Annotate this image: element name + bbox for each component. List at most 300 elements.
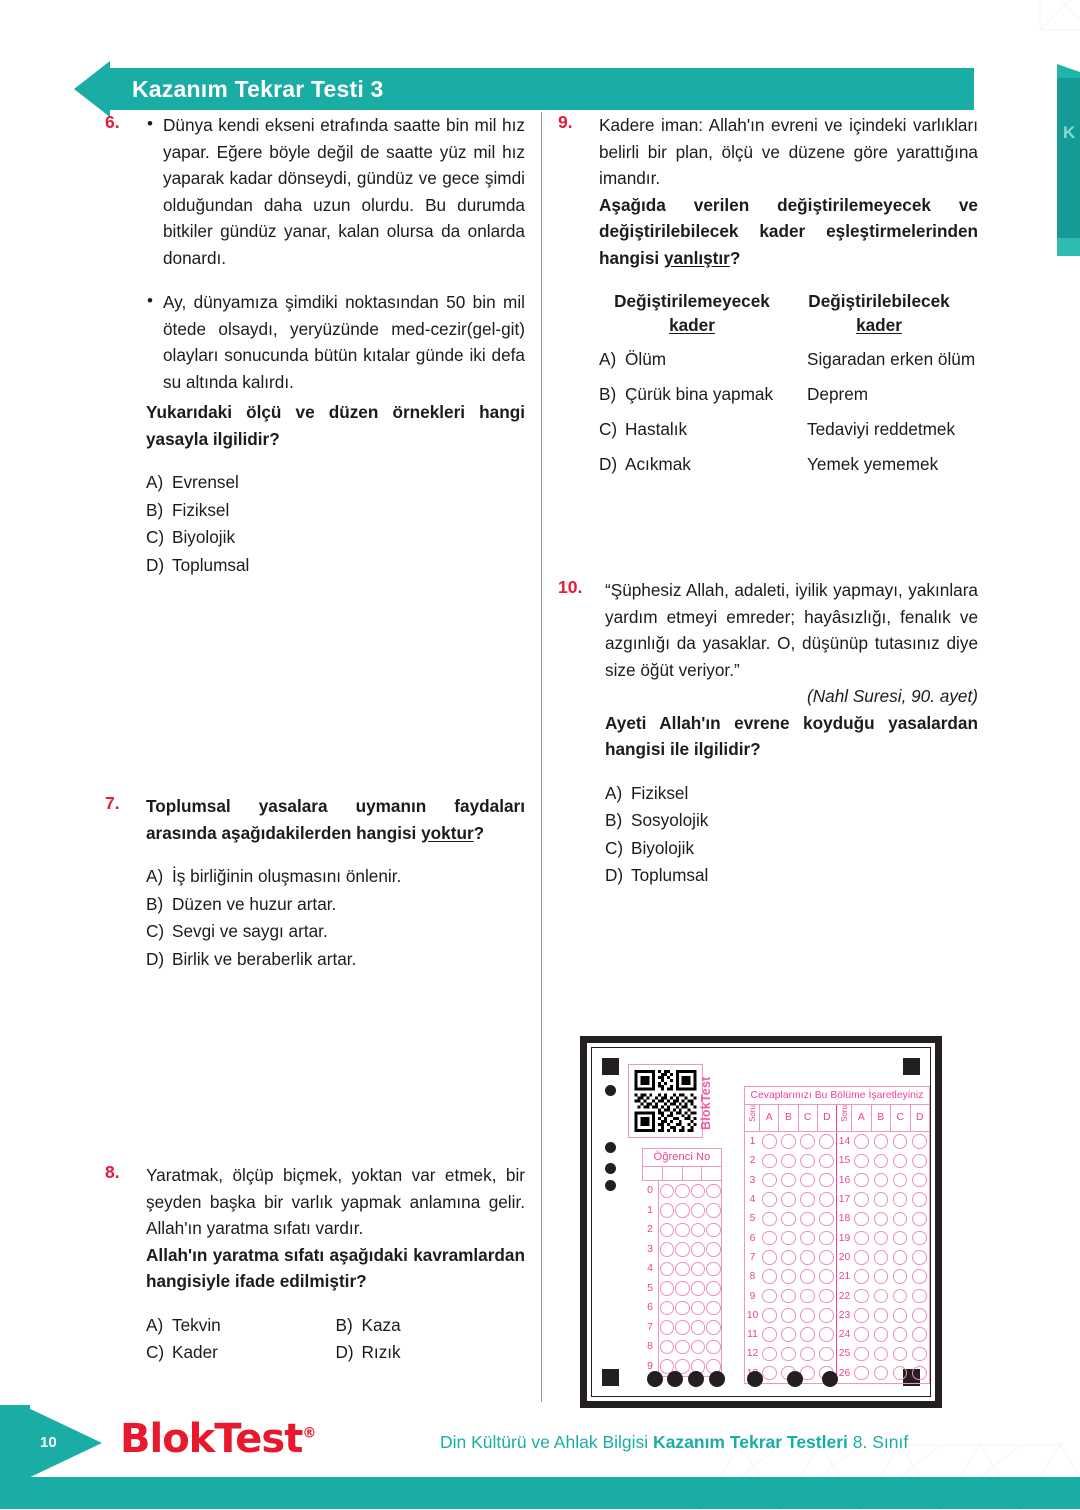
bubble[interactable] (854, 1327, 869, 1342)
digit-bubble-row (659, 1259, 721, 1279)
answer-row-number: 3 (749, 1174, 756, 1186)
answer-row (745, 1306, 836, 1325)
bubble[interactable] (706, 1320, 721, 1335)
bubble[interactable] (691, 1223, 706, 1238)
bubble[interactable] (800, 1192, 815, 1207)
student-number-label: Öğrenci No (642, 1148, 722, 1167)
bubble[interactable] (819, 1327, 834, 1342)
bubble[interactable] (675, 1301, 690, 1316)
answers-col-right[interactable] (837, 1132, 929, 1383)
answer-row (837, 1228, 929, 1247)
choice-text: Biyolojik (631, 837, 695, 858)
bubble[interactable] (854, 1269, 869, 1284)
bubble[interactable] (762, 1212, 777, 1227)
choice-d[interactable] (605, 862, 978, 889)
bubble[interactable] (781, 1308, 796, 1323)
student-number-bubble-grid (642, 1181, 722, 1377)
cell-col2: Deprem (807, 384, 869, 404)
bubble[interactable] (912, 1308, 927, 1323)
question-number: 6. (105, 112, 120, 132)
bubble[interactable] (819, 1134, 834, 1149)
bubble[interactable] (781, 1231, 796, 1246)
choice-c[interactable] (146, 524, 525, 551)
digit-bubble-row (659, 1201, 721, 1221)
bubble[interactable] (854, 1154, 869, 1169)
col1-line2: kader (669, 315, 715, 335)
bubble[interactable] (912, 1192, 927, 1207)
bubble[interactable] (819, 1231, 834, 1246)
bubble[interactable] (691, 1320, 706, 1335)
bubble[interactable] (912, 1327, 927, 1342)
bubble[interactable] (819, 1192, 834, 1207)
bubble[interactable] (675, 1223, 690, 1238)
bubble[interactable] (854, 1289, 869, 1304)
bubble[interactable] (800, 1269, 815, 1284)
question-7 (105, 793, 525, 972)
bubble[interactable] (781, 1250, 796, 1265)
bubble[interactable] (854, 1173, 869, 1188)
answer-row (745, 1248, 836, 1267)
answer-row (837, 1132, 929, 1151)
bubble[interactable] (675, 1281, 690, 1296)
answer-bubbles (852, 1154, 929, 1169)
soru-label: Soru (840, 1105, 849, 1122)
question-8-choices (146, 1312, 525, 1367)
choice-a[interactable] (146, 1312, 336, 1339)
bubble[interactable] (874, 1327, 889, 1342)
answer-row (745, 1344, 836, 1363)
bubble[interactable] (762, 1327, 777, 1342)
bubble[interactable] (912, 1154, 927, 1169)
bubble[interactable] (762, 1192, 777, 1207)
digit-label: 9 (647, 1359, 653, 1372)
left-column (105, 112, 525, 1367)
digit-bubble-row (659, 1337, 721, 1357)
bubble[interactable] (706, 1184, 721, 1199)
question-9 (558, 112, 978, 477)
bubble[interactable] (893, 1154, 908, 1169)
bubble[interactable] (691, 1262, 706, 1277)
bubble[interactable] (660, 1223, 675, 1238)
bubble[interactable] (893, 1366, 908, 1381)
choice-d[interactable] (146, 552, 525, 579)
choice-b[interactable] (336, 1312, 526, 1339)
bubble[interactable] (762, 1154, 777, 1169)
bubble[interactable] (893, 1289, 908, 1304)
bubble[interactable] (691, 1184, 706, 1199)
answer-row-number: 4 (749, 1194, 756, 1206)
bubble[interactable] (912, 1231, 927, 1246)
question-10-prompt: Ayeti Allah'ın evrene koyduğu yasalardan hangisi ile ilgilidir? (605, 712, 978, 759)
bubble[interactable] (893, 1308, 908, 1323)
question-10 (558, 577, 978, 889)
answer-bubbles (760, 1231, 836, 1246)
answer-sheet-brand: BlokTest (699, 1076, 713, 1130)
bubble[interactable] (819, 1154, 834, 1169)
bubble[interactable] (660, 1340, 675, 1355)
choice-letter: D) (146, 948, 165, 969)
cell-col2: Yemek yememek (807, 454, 939, 474)
question-6-bullets (146, 112, 525, 395)
bubble[interactable] (893, 1231, 908, 1246)
write-cell[interactable] (663, 1167, 683, 1181)
choice-letter: D) (146, 554, 165, 575)
answers-block (744, 1086, 930, 1384)
table-row[interactable] (599, 416, 978, 442)
question-number: 10. (558, 577, 583, 597)
answer-row-number: 23 (838, 1309, 851, 1321)
answer-row-number: 11 (747, 1329, 758, 1341)
digit-bubble-row (659, 1298, 721, 1318)
choice-letter: B) (146, 893, 164, 914)
bubble[interactable] (893, 1327, 908, 1342)
bubble[interactable] (854, 1308, 869, 1323)
bubble[interactable] (762, 1308, 777, 1323)
bubble[interactable] (706, 1340, 721, 1355)
bubble[interactable] (691, 1242, 706, 1257)
bubble[interactable] (781, 1347, 796, 1362)
bubble[interactable] (781, 1154, 796, 1169)
choice-letter: C) (605, 837, 624, 858)
bubble[interactable] (874, 1366, 889, 1381)
bubble[interactable] (660, 1184, 675, 1199)
bubble[interactable] (800, 1289, 815, 1304)
bubble[interactable] (819, 1212, 834, 1227)
choice-text: Biyolojik (172, 527, 236, 547)
choice-a[interactable] (146, 469, 525, 496)
bubble[interactable] (819, 1173, 834, 1188)
bubble[interactable] (660, 1242, 675, 1257)
answer-bubbles (852, 1134, 929, 1149)
answers-col-left[interactable] (745, 1132, 837, 1383)
answer-row (745, 1228, 836, 1247)
answer-row (837, 1190, 929, 1209)
answer-bubbles (760, 1250, 836, 1265)
choice-letter: A) (605, 782, 623, 803)
answer-row-number: 14 (838, 1136, 851, 1148)
bubble[interactable] (706, 1203, 721, 1218)
answer-row-number: 1 (749, 1136, 756, 1148)
bubble[interactable] (854, 1192, 869, 1207)
list-item: • Ay, dünyamıza şimdiki noktasından 50 bin mil ötede olsaydı, yeryüzünde med-cezir(gel-git) olayları sonucunda bütün kıtalar günde iki defa su altında kalırdı. (146, 289, 525, 395)
bubble[interactable] (893, 1212, 908, 1227)
answer-row-number: 5 (749, 1213, 756, 1225)
footer-band (0, 1477, 1080, 1509)
digit-bubble-row (659, 1318, 721, 1338)
bubble[interactable] (762, 1250, 777, 1265)
bubble[interactable] (691, 1281, 706, 1296)
answer-row (745, 1267, 836, 1286)
bubble[interactable] (781, 1134, 796, 1149)
bubble[interactable] (800, 1134, 815, 1149)
answer-bubbles (760, 1327, 836, 1342)
page-title: Kazanım Tekrar Testi 3 (132, 75, 384, 102)
question-6 (105, 112, 525, 578)
footer-arrow-icon (22, 1405, 102, 1481)
bubble[interactable] (800, 1212, 815, 1227)
soru-header (837, 1105, 852, 1131)
bubble[interactable] (706, 1281, 721, 1296)
brand-name: BlokTest (120, 1416, 303, 1462)
bubble[interactable] (893, 1192, 908, 1207)
choice-letter: A) (146, 1314, 164, 1335)
bubble[interactable] (800, 1154, 815, 1169)
bubble[interactable] (874, 1347, 889, 1362)
bubble[interactable] (660, 1320, 675, 1335)
bubble[interactable] (706, 1301, 721, 1316)
timing-dot (605, 1180, 616, 1191)
timing-dot-bottom (688, 1371, 704, 1387)
choice-b[interactable] (146, 497, 525, 524)
bubble[interactable] (781, 1327, 796, 1342)
answer-bubbles (852, 1269, 929, 1284)
bubble[interactable] (691, 1203, 706, 1218)
answer-row (745, 1151, 836, 1170)
bubble[interactable] (675, 1262, 690, 1277)
choice-a[interactable] (605, 780, 978, 807)
bubble[interactable] (781, 1269, 796, 1284)
write-cell[interactable] (643, 1167, 663, 1181)
choice-a[interactable] (146, 863, 525, 890)
bubble[interactable] (874, 1308, 889, 1323)
option-header-d: D (916, 1112, 924, 1123)
digit-bubble-row (659, 1240, 721, 1260)
choice-d[interactable] (336, 1339, 526, 1366)
question-number: 9. (558, 112, 573, 132)
option-header-a: A (760, 1105, 779, 1131)
bubble[interactable] (819, 1250, 834, 1265)
cell-col2: Tedaviyi reddetmek (807, 419, 956, 439)
bubble[interactable] (819, 1269, 834, 1284)
digit-label: 5 (647, 1281, 653, 1294)
bubble[interactable] (874, 1173, 889, 1188)
table-row[interactable] (599, 381, 978, 407)
bubble[interactable] (854, 1347, 869, 1362)
answer-row-number: 19 (838, 1232, 851, 1244)
bubble[interactable] (675, 1340, 690, 1355)
bubble[interactable] (854, 1212, 869, 1227)
bubble[interactable] (912, 1347, 927, 1362)
bubble[interactable] (874, 1212, 889, 1227)
choice-letter: B) (605, 810, 623, 830)
answer-row-number: 22 (838, 1290, 851, 1302)
bubble[interactable] (781, 1212, 796, 1227)
timing-dot (605, 1142, 616, 1153)
timing-dot-bottom (667, 1371, 683, 1387)
write-cell[interactable] (683, 1167, 703, 1181)
cell-col1: Acıkmak (625, 454, 691, 474)
bubble[interactable] (912, 1212, 927, 1227)
bubble[interactable] (874, 1269, 889, 1284)
bubble[interactable] (762, 1134, 777, 1149)
bubble[interactable] (660, 1301, 675, 1316)
answer-bubbles (852, 1347, 929, 1362)
answer-bubbles (852, 1366, 929, 1381)
question-7-choices (146, 863, 525, 972)
bubble[interactable] (912, 1366, 927, 1381)
digit-bubble-row (659, 1181, 721, 1201)
choice-letter: C) (146, 1342, 165, 1362)
bubble[interactable] (912, 1269, 927, 1284)
digit-label: 4 (647, 1262, 653, 1274)
question-10-choices (605, 780, 978, 889)
answer-bubbles (760, 1308, 836, 1323)
brand-registered-icon: ® (302, 1425, 316, 1442)
table-row[interactable] (599, 346, 978, 372)
timing-dot (605, 1163, 616, 1174)
bubble[interactable] (893, 1269, 908, 1284)
timing-dot-bottom (647, 1371, 663, 1387)
soru-label: Soru (748, 1105, 757, 1122)
header-arrow-icon (74, 61, 110, 117)
answer-sheet-inner (591, 1047, 931, 1397)
answers-header-row (745, 1105, 929, 1132)
choice-text: Toplumsal (631, 865, 709, 885)
bubble[interactable] (675, 1320, 690, 1335)
bubble[interactable] (819, 1308, 834, 1323)
bubble[interactable] (800, 1173, 815, 1188)
bubble[interactable] (706, 1262, 721, 1277)
answer-row-number: 7 (749, 1251, 756, 1263)
bubble[interactable] (691, 1301, 706, 1316)
table-col2-header (791, 289, 967, 337)
registration-square-bl (602, 1369, 619, 1386)
choice-letter: B) (146, 499, 164, 520)
digit-bubble-row (659, 1220, 721, 1240)
bubble[interactable] (874, 1192, 889, 1207)
prompt-underlined: yanlıştır (663, 247, 730, 268)
answer-bubbles (760, 1289, 836, 1304)
answer-bubbles (760, 1154, 836, 1169)
bubble[interactable] (912, 1173, 927, 1188)
bubble[interactable] (762, 1231, 777, 1246)
answer-row (837, 1248, 929, 1267)
bubble[interactable] (800, 1231, 815, 1246)
option-header-d: D (823, 1112, 831, 1123)
answer-bubbles (852, 1212, 929, 1227)
timing-dot-bottom (787, 1371, 803, 1387)
bubble[interactable] (800, 1327, 815, 1342)
digit-bubbles[interactable] (658, 1181, 722, 1377)
choice-b[interactable] (605, 807, 978, 834)
bubble[interactable] (762, 1173, 777, 1188)
bubble[interactable] (800, 1347, 815, 1362)
answer-bubbles (760, 1173, 836, 1188)
bubble[interactable] (893, 1173, 908, 1188)
choice-c[interactable] (146, 918, 525, 945)
choice-letter: B) (599, 384, 617, 404)
cell-col1: Hastalık (625, 419, 688, 439)
bubble[interactable] (874, 1134, 889, 1149)
bubble[interactable] (912, 1250, 927, 1265)
bubble[interactable] (660, 1262, 675, 1277)
bubble[interactable] (800, 1250, 815, 1265)
choice-b[interactable] (146, 891, 525, 918)
bubble[interactable] (874, 1154, 889, 1169)
bubble[interactable] (893, 1250, 908, 1265)
bubble[interactable] (800, 1308, 815, 1323)
bubble[interactable] (854, 1250, 869, 1265)
option-header-c: C (891, 1105, 911, 1131)
choice-c[interactable] (146, 1339, 336, 1366)
digit-label: 1 (647, 1203, 653, 1216)
bubble[interactable] (781, 1192, 796, 1207)
answer-row-number: 21 (838, 1271, 851, 1283)
bubble[interactable] (854, 1366, 869, 1381)
answer-row-number: 17 (838, 1194, 851, 1206)
bubble[interactable] (893, 1134, 908, 1149)
answer-row-number: 10 (746, 1309, 759, 1321)
bubble[interactable] (675, 1184, 690, 1199)
bubble[interactable] (675, 1242, 690, 1257)
side-tab (1057, 78, 1080, 238)
bubble[interactable] (762, 1269, 777, 1284)
prompt-part-b: ? (473, 822, 485, 843)
answers-header-left (745, 1105, 837, 1131)
bubble[interactable] (854, 1231, 869, 1246)
option-header-a: A (852, 1105, 872, 1131)
timing-dot-bottom (709, 1371, 725, 1387)
answer-row (837, 1325, 929, 1344)
registration-square-tr (903, 1058, 920, 1075)
bubble[interactable] (660, 1281, 675, 1296)
bubble[interactable] (781, 1289, 796, 1304)
bubble[interactable] (819, 1347, 834, 1362)
choice-c[interactable] (605, 835, 978, 862)
header (74, 68, 974, 110)
page-number: 10 (40, 1434, 57, 1451)
table-col1-header (599, 289, 785, 337)
bubble[interactable] (912, 1134, 927, 1149)
choice-text: Fiziksel (172, 499, 230, 520)
bubble[interactable] (691, 1340, 706, 1355)
choice-text: Evrensel (172, 472, 239, 492)
answer-row (745, 1171, 836, 1190)
write-cell[interactable] (702, 1167, 722, 1181)
bubble[interactable] (660, 1203, 675, 1218)
col2-line2: kader (856, 315, 902, 335)
answers-header-right (837, 1105, 929, 1131)
table-row[interactable] (599, 451, 978, 477)
bubble[interactable] (893, 1347, 908, 1362)
answer-bubbles (852, 1289, 929, 1304)
bubble[interactable] (854, 1134, 869, 1149)
bubble[interactable] (706, 1223, 721, 1238)
answer-row-number: 6 (749, 1232, 756, 1244)
digit-bubble-row (659, 1279, 721, 1299)
bubble[interactable] (762, 1347, 777, 1362)
answer-bubbles (760, 1192, 836, 1207)
bubble[interactable] (874, 1289, 889, 1304)
choice-d[interactable] (146, 946, 525, 973)
bubble[interactable] (819, 1289, 834, 1304)
digit-labels (642, 1181, 658, 1377)
student-number-write-row[interactable] (642, 1167, 722, 1181)
bubble[interactable] (912, 1289, 927, 1304)
answer-bubbles (852, 1327, 929, 1342)
bubble[interactable] (874, 1250, 889, 1265)
bubble[interactable] (675, 1203, 690, 1218)
bubble[interactable] (781, 1173, 796, 1188)
bubble[interactable] (706, 1242, 721, 1257)
choice-text: Sevgi ve saygı artar. (172, 921, 328, 941)
bubble[interactable] (762, 1289, 777, 1304)
bubble[interactable] (762, 1366, 777, 1381)
side-tab-label: K (1063, 123, 1076, 142)
digit-label: 7 (647, 1320, 653, 1333)
bubble[interactable] (874, 1231, 889, 1246)
student-number-block (642, 1148, 722, 1377)
